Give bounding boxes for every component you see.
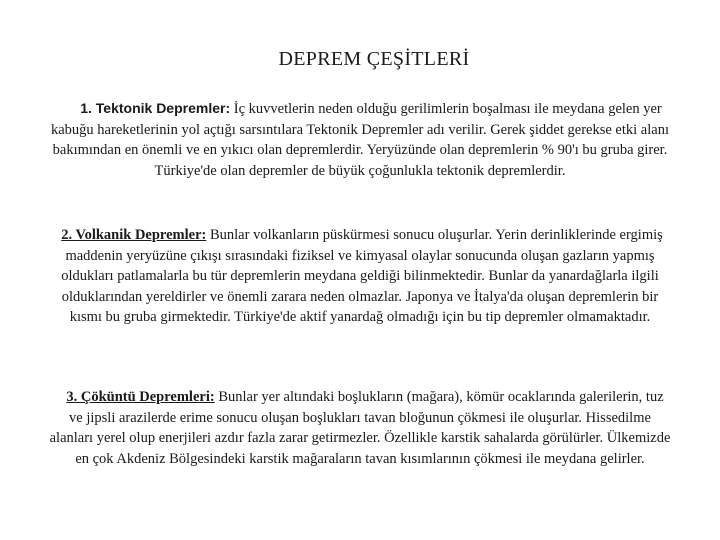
section-tektonik [48, 98, 672, 181]
section-cokuntu [48, 387, 672, 469]
section-body-volkanik: Bunlar volkanların püskürmesi sonucu oluşurlar. Yerin derinliklerinde ergimiş maddenin yeryüzüne çıkışı sırasındaki fiziksel ve kimyasal olaylar sonucunda oluşan gazların yapmış oldukları patlamalarla bu tür depremlerin meydana geldiği bilinmektedir. Bunlar da yanardağlarla ilgili olduklarından yereldirler ve önemli zarara neden olmazlar. Japonya ve İtalya'da oluşan depremlerin bir kısmı bu gruba girmektedir. Türkiye'de aktif yanardağ olmadığı için bu tip depremler olmamaktadır. [61, 227, 663, 326]
section-heading-cokuntu: 3. Çöküntü Depremleri: [66, 389, 215, 405]
page-title: DEPREM ÇEŞİTLERİ [278, 48, 470, 70]
section-volkanik [48, 225, 672, 328]
section-body-tektonik: İç kuvvetlerin neden olduğu gerilimlerin boşalması ile meydana gelen yer kabuğu hareketlerinin yol açtığı sarsıntılara Tektonik Depremler adı verilir. Gerek şiddet gerekse etki alanı bakımından en önemli ve en yıkıcı olan depremlerdir. Yeryüzünde olan depremlerin % 90'ı bu gruba girer. Türkiye'de olan depremler de büyük çoğunlukla tektonik depremlerdir. [51, 101, 669, 179]
section-heading-volkanik: 2. Volkanik Depremler: [61, 227, 207, 243]
section-heading-tektonik: 1. Tektonik Depremler: [80, 100, 231, 116]
section-body-cokuntu: Bunlar yer altındaki boşlukların (mağara), kömür ocaklarında galerilerin, tuz ve jipsli arazilerde erime sonucu oluşan boşlukları tavan bloğunun çökmesi ile oluşurlar. Hissedilme alanları yerel olup enerjileri azdır fazla zarar getirmezler. Özellikle karstik sahalarda görülürler. Ülkemizde en çok Akdeniz Bölgesindeki karstik mağaraların tavan kısımlarının çökmesi ile meydana gelirler. [49, 389, 671, 467]
